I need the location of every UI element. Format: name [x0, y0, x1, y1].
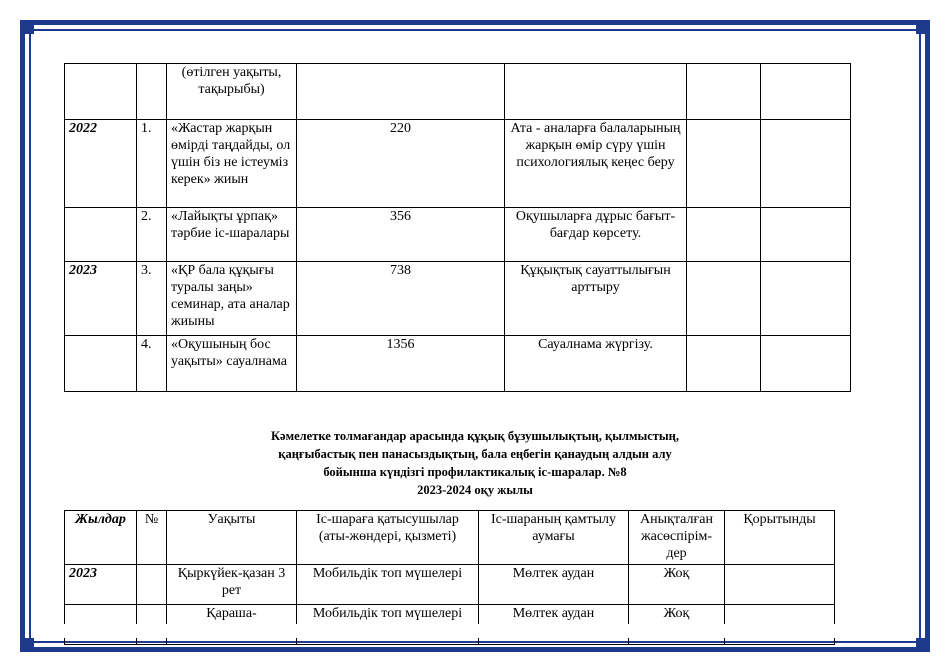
header-result: Қорытынды	[725, 511, 835, 565]
year-cell	[65, 336, 137, 392]
table-row	[65, 262, 851, 336]
table-row	[65, 208, 851, 262]
empty-cell	[761, 208, 851, 262]
goal-cell: Құқықтық сауаттылығын арттыру	[505, 262, 687, 336]
count-cell	[297, 64, 505, 120]
table-row	[65, 64, 851, 120]
participants-cell: Мобильдік топ мүшелері	[297, 565, 479, 605]
section-heading	[160, 427, 790, 499]
event-cell: (өтілген уақыты, тақырыбы)	[167, 64, 297, 120]
event-cell: «Оқушының бос уақыты» сауалнама	[167, 336, 297, 392]
count-cell: 356	[297, 208, 505, 262]
number-cell: 1.	[137, 120, 167, 208]
table-row	[65, 336, 851, 392]
count-cell: 1356	[297, 336, 505, 392]
number-cell: 3.	[137, 262, 167, 336]
heading-line: бойынша күндізгі профилактикалық іс-шаралар. №8	[323, 465, 627, 479]
count-cell: 738	[297, 262, 505, 336]
year-cell	[65, 64, 137, 120]
empty-cell	[761, 262, 851, 336]
time-cell: Қараша-	[167, 605, 297, 645]
header-years: Жылдар	[65, 511, 137, 565]
coverage-cell: Мөлтек аудан	[479, 565, 629, 605]
year-cell: 2023	[65, 565, 137, 605]
coverage-cell: Мөлтек аудан	[479, 605, 629, 645]
empty-cell	[761, 64, 851, 120]
time-cell: Қыркүйек-қазан 3 рет	[167, 565, 297, 605]
header-time: Уақыты	[167, 511, 297, 565]
participants-cell: Мобильдік топ мүшелері	[297, 605, 479, 645]
goal-cell: Ата - аналарға балаларының жарқын өмір сүру үшін психологиялық кеңес беру	[505, 120, 687, 208]
empty-cell	[761, 120, 851, 208]
found-cell: Жоқ	[629, 605, 725, 645]
empty-cell	[687, 120, 761, 208]
header-found: Анықталған жасөспірім-дер	[629, 511, 725, 565]
table-row	[65, 565, 835, 605]
empty-cell	[687, 262, 761, 336]
count-cell: 220	[297, 120, 505, 208]
header-participants: Іс-шараға қатысушылар (аты-жөндері, қызметі)	[297, 511, 479, 565]
result-cell	[725, 565, 835, 605]
number-cell	[137, 565, 167, 605]
heading-line: 2023-2024 оқу жылы	[417, 483, 533, 497]
empty-cell	[761, 336, 851, 392]
year-cell: 2023	[65, 262, 137, 336]
empty-cell	[687, 64, 761, 120]
event-cell: «ҚР бала құқығы туралы заңы» семинар, ата аналар жиыны	[167, 262, 297, 336]
heading-line: қаңғыбастық пен панасыздықтың, бала еңбегін қанаудың алдын алу	[278, 447, 672, 461]
goal-cell	[505, 64, 687, 120]
number-cell: 4.	[137, 336, 167, 392]
event-cell: «Лайықты ұрпақ» тәрбие іс-шаралары	[167, 208, 297, 262]
number-cell: 2.	[137, 208, 167, 262]
number-cell	[137, 64, 167, 120]
table-header-row	[65, 511, 835, 565]
header-coverage: Іс-шараның қамтылу аумағы	[479, 511, 629, 565]
page-bottom-mask	[40, 624, 910, 638]
year-cell	[65, 208, 137, 262]
heading-line: Кәмелетке толмағандар арасында құқық бұзушылықтың, қылмыстың,	[270, 429, 680, 443]
goal-cell: Оқушыларға дұрыс бағыт-бағдар көрсету.	[505, 208, 687, 262]
found-cell: Жоқ	[629, 565, 725, 605]
goal-cell: Сауалнама жүргізу.	[505, 336, 687, 392]
events-table	[64, 63, 851, 392]
empty-cell	[687, 208, 761, 262]
header-number: №	[137, 511, 167, 565]
year-cell: 2022	[65, 120, 137, 208]
table-row	[65, 120, 851, 208]
empty-cell	[687, 336, 761, 392]
event-cell: «Жастар жарқын өмірді таңдайды, ол үшін біз не істеуміз керек» жиын	[167, 120, 297, 208]
